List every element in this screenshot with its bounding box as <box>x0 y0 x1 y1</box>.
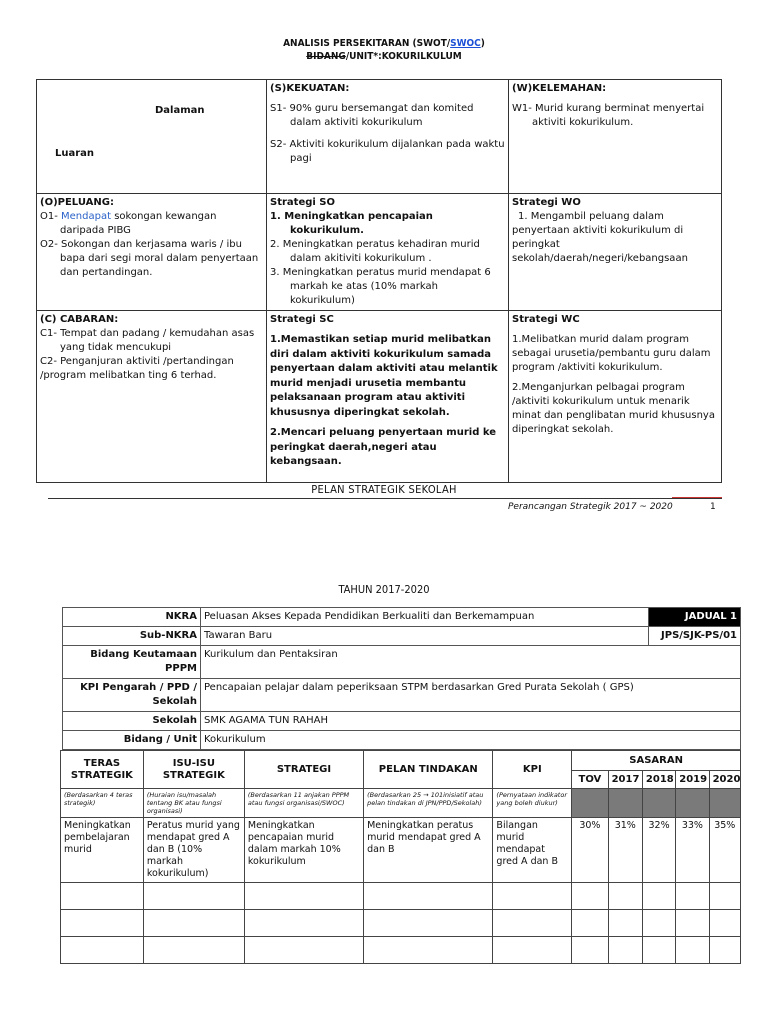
strength-s2: S2- Aktiviti kokurikulum dijalankan pada waktu pagi <box>270 139 505 164</box>
opportunity-o2: O2- Sokongan dan kerjasama waris / ibu bapa dari segi moral dalam penyertaan dan pertandingan. <box>40 239 259 278</box>
wc-item-2: 2.Menganjurkan pelbagai program /aktiviti kokurikulum untuk menarik minat dan penglibatan murid khususnya diperingkat sekolah. <box>512 382 715 435</box>
bidang-unit-value: Kokurikulum <box>201 731 741 750</box>
kpi-label: KPI Pengarah / PPD / Sekolah <box>63 679 201 712</box>
nkra-value: Peluasan Akses Kepada Pendidikan Berkualiti dan Berkemampuan <box>201 608 649 627</box>
kekuatan-heading: (S)KEKUATAN: <box>270 83 350 94</box>
wc-item-1: 1.Melibatkan murid dalam program sebagai urusetia/pembantu guru dalam program /aktiviti kokurikulum. <box>512 334 711 373</box>
header-isu: ISU-ISU STRATEGIK <box>143 751 244 789</box>
footer-accent-rule <box>672 497 722 498</box>
year-2017: 2017 <box>608 771 642 789</box>
strength-s1: S1- 90% guru bersemangat dan komited dalam aktiviti kokurikulum <box>270 103 474 128</box>
row-pelan: Meningkatkan peratus murid mendapat gred A dan B <box>364 818 493 883</box>
row-isu: Peratus murid yang mendapat gred A dan B (10% markah kokurikulum) <box>143 818 244 883</box>
nkra-label: NKRA <box>63 608 201 627</box>
swot-table <box>36 79 722 483</box>
wo-item-1: 1. Mengambil peluang dalam penyertaan aktiviti kokurikulum di peringkat sekolah/daerah/negeri/kebangsaan <box>512 211 688 264</box>
page-title: ANALISIS PERSEKITARAN (SWOT/SWOC) <box>283 38 485 49</box>
page-subtitle: BIDANG/UNIT*:KOKURILKULUM <box>306 51 462 62</box>
luaran-label: Luaran <box>55 148 95 159</box>
meta-table <box>62 607 741 750</box>
plan-year-heading: TAHUN 2017-2020 <box>338 583 430 596</box>
cabaran-heading: (C) CABARAN: <box>40 314 119 325</box>
bidang-pppm-label: Bidang Keutamaan PPPM <box>63 646 201 679</box>
so-heading: Strategi SO <box>270 197 335 208</box>
peluang-heading: (O)PELUANG: <box>40 197 114 208</box>
header-kpi: KPI <box>493 751 572 789</box>
wo-heading: Strategi WO <box>512 197 581 208</box>
row-teras: Meningkatkan pembelajaran murid <box>61 818 144 883</box>
subnkra-value: Tawaran Baru <box>201 627 649 646</box>
target-tov: 30% <box>572 818 608 883</box>
weakness-w1: W1- Murid kurang berminat menyertai aktiviti kokurikulum. <box>512 103 705 128</box>
table-row <box>61 937 741 964</box>
target-2018: 32% <box>642 818 675 883</box>
peluang-cell <box>37 194 267 311</box>
year-tov: TOV <box>572 771 608 789</box>
year-2020: 2020 <box>709 771 740 789</box>
challenge-c1: C1- Tempat dan padang / kemudahan asas yang tidak mencukupi <box>40 328 255 353</box>
opportunity-o1: O1- Mendapat sokongan kewangan daripada PIBG <box>40 211 217 236</box>
note-strategi: (Berdasarkan 11 anjakan PPPM atau fungsi organisasi/SWOC) <box>244 789 363 818</box>
plan-table <box>60 750 741 964</box>
subnkra-label: Sub-NKRA <box>63 627 201 646</box>
wc-heading: Strategi WC <box>512 314 580 325</box>
sc-item-2: 2.Mencari peluang penyertaan murid ke peringkat daerah,negeri atau kebangsaan. <box>270 427 496 467</box>
swot-corner-cell <box>37 80 267 194</box>
bidang-pppm-value: Kurikulum dan Pentaksiran <box>201 646 741 679</box>
so-item-2: 2. Meningkatkan peratus kehadiran murid dalam akitiviti kokurikulum . <box>270 239 480 264</box>
strategi-so-cell <box>267 194 509 311</box>
so-item-3: 3. Meningkatkan peratus murid mendapat 6 markah ke atas (10% markah kokurikulum) <box>270 267 491 306</box>
header-pelan: PELAN TINDAKAN <box>364 751 493 789</box>
cabaran-cell <box>37 311 267 483</box>
strategi-wo-cell <box>509 194 722 311</box>
kekuatan-cell <box>267 80 509 194</box>
mendapat-link[interactable]: Mendapat <box>61 211 112 222</box>
challenge-c2: C2- Penganjuran aktiviti /pertandingan /program melibatkan ting 6 terhad. <box>40 356 234 381</box>
target-2019: 33% <box>676 818 709 883</box>
footer-heading: PELAN STRATEGIK SEKOLAH <box>311 483 457 496</box>
kelemahan-heading: (W)KELEMAHAN: <box>512 83 607 94</box>
footer-note: Perancangan Strategik 2017 ~ 2020 <box>508 502 673 512</box>
kpi-value: Pencapaian pelajar dalam peperiksaan STPM berdasarkan Gred Purata Sekolah ( GPS) <box>201 679 741 712</box>
header-teras: TERAS STRATEGIK <box>61 751 144 789</box>
row-kpi: Bilangan murid mendapat gred A dan B <box>493 818 572 883</box>
target-2017: 31% <box>608 818 642 883</box>
page-number: 1 <box>710 502 716 512</box>
document-code: JPS/SJK-PS/01 <box>649 627 741 646</box>
note-pelan: (Berdasarkan 25 → 101inisiatif atau pelan tindakan di JPN/PPD/Sekolah) <box>364 789 493 818</box>
header-sasaran: SASARAN <box>572 751 741 771</box>
dalaman-label: Dalaman <box>155 105 205 116</box>
jadual-badge: JADUAL 1 <box>649 608 741 627</box>
note-teras: (Berdasarkan 4 teras strategik) <box>61 789 144 818</box>
header-strategi: STRATEGI <box>244 751 363 789</box>
bidang-unit-label: Bidang / Unit <box>63 731 201 750</box>
table-row <box>61 883 741 910</box>
note-isu: (Huraian isu/masalah tentang BK atau fungsi organisasi) <box>143 789 244 818</box>
year-2018: 2018 <box>642 771 675 789</box>
strategi-sc-cell <box>267 311 509 483</box>
footer-rule <box>48 498 722 499</box>
so-item-1: 1. Meningkatkan pencapaian kokurikulum. <box>270 211 433 236</box>
row-strategi: Meningkatkan pencapaian murid dalam markah 10% kokurikulum <box>244 818 363 883</box>
table-row <box>61 910 741 937</box>
sc-heading: Strategi SC <box>270 314 334 325</box>
sekolah-label: Sekolah <box>63 712 201 731</box>
target-2020: 35% <box>709 818 740 883</box>
note-kpi: (Pernyataan indikator yang boleh diukur) <box>493 789 572 818</box>
kelemahan-cell <box>509 80 722 194</box>
sekolah-value: SMK AGAMA TUN RAHAH <box>201 712 741 731</box>
year-2019: 2019 <box>676 771 709 789</box>
strategi-wc-cell <box>509 311 722 483</box>
sc-item-1: 1.Memastikan setiap murid melibatkan diri dalam aktiviti kokurikulum samada penyertaan dalam aktiviti atau melantik murid menjadi urusetia membantu pelaksanaan program atau aktiviti khususnya diperingkat sekolah. <box>270 334 498 418</box>
swoc-link[interactable]: SWOC <box>450 38 481 49</box>
